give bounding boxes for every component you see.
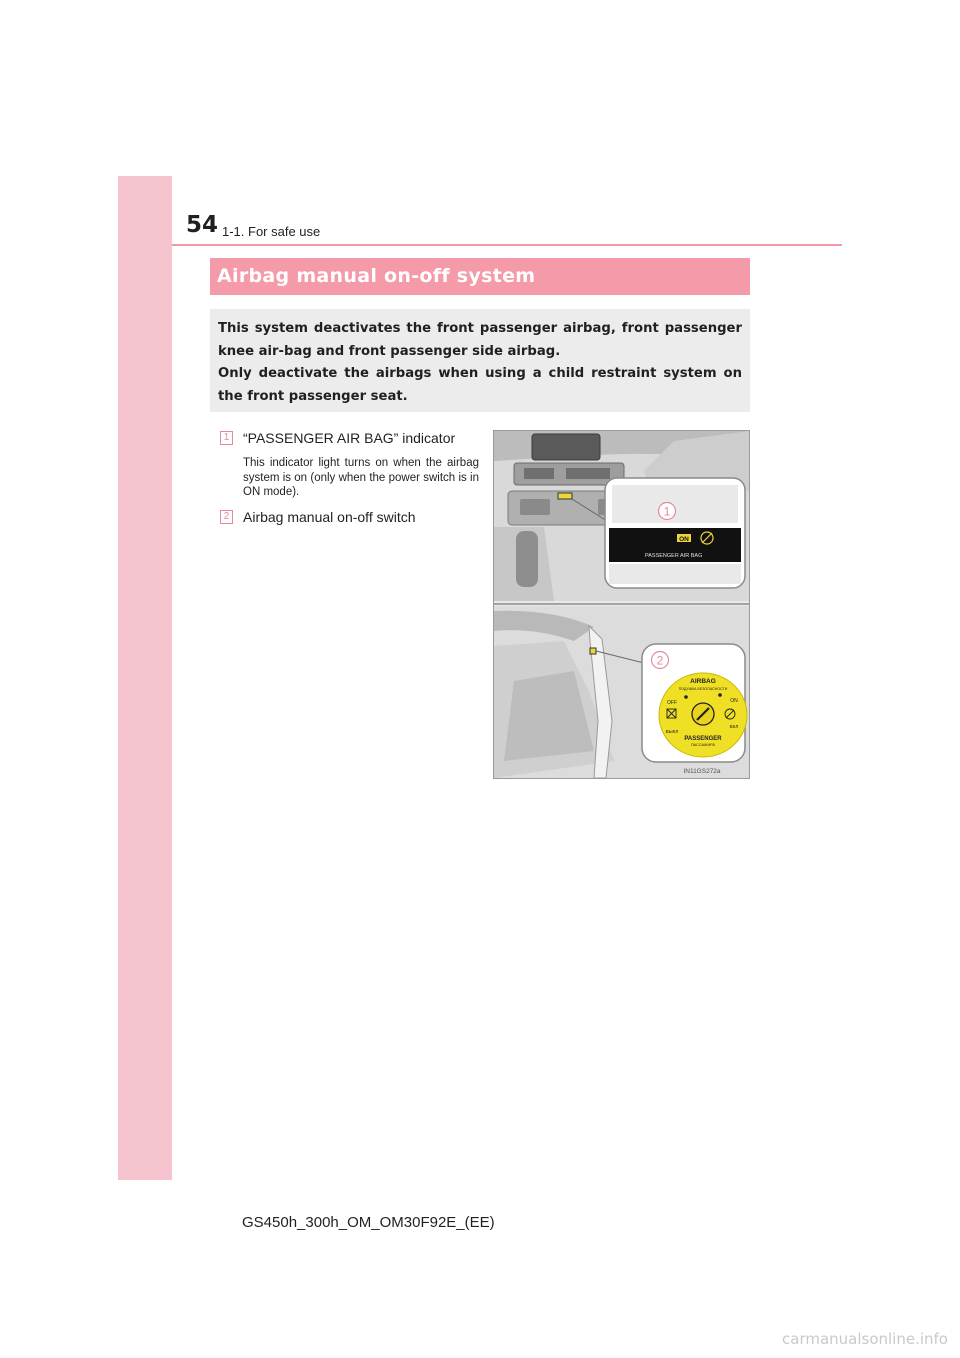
switch-on-ru-label: ВКЛ bbox=[729, 724, 739, 729]
header-rule bbox=[172, 244, 842, 246]
item-1-title: “PASSENGER AIR BAG” indicator bbox=[243, 430, 456, 446]
switch-airbag-label: AIRBAG bbox=[690, 678, 716, 685]
item-1-description: This indicator light turns on when the airbag system is on (only when the power switch is in ON mode). bbox=[243, 457, 479, 498]
callout-2-number: 2 bbox=[656, 653, 664, 668]
item-2-title: Airbag manual on-off switch bbox=[243, 509, 416, 525]
switch-on-label: ON bbox=[730, 698, 738, 704]
item-2-badge: 2 bbox=[220, 510, 233, 524]
indicator-detail-callout bbox=[605, 478, 745, 588]
intro-paragraph-1: This system deactivates the front passenger airbag, front passenger knee air-bag and front passenger side airbag. bbox=[218, 321, 742, 359]
section-title: Airbag manual on-off system bbox=[210, 258, 750, 295]
airbag-system-illustration bbox=[493, 430, 750, 779]
sidebar-tab bbox=[118, 176, 172, 1180]
switch-passenger-ru-label: ПАССАЖИРА bbox=[690, 743, 716, 747]
indicator-location bbox=[558, 493, 572, 499]
intro-box bbox=[210, 309, 750, 412]
switch-detail-callout bbox=[642, 644, 747, 762]
document-code: GS450h_300h_OM_OM30F92E_(EE) bbox=[242, 1214, 495, 1231]
indicator-label: PASSENGER AIR BAG bbox=[645, 553, 703, 559]
watermark: carmanualsonline.info bbox=[782, 1330, 948, 1348]
section-label: 1-1. For safe use bbox=[222, 224, 321, 239]
switch-location bbox=[590, 648, 596, 654]
intro-paragraph-2: Only deactivate the airbags when using a child restraint system on the front passenger seat. bbox=[218, 366, 742, 404]
figure-code: IN11GS272a bbox=[683, 768, 721, 775]
switch-passenger-label: PASSENGER bbox=[684, 736, 722, 742]
page-number: 54 bbox=[186, 212, 219, 238]
switch-off-ru-label: ВЫКЛ bbox=[665, 729, 679, 734]
callout-1-number: 1 bbox=[663, 504, 671, 519]
switch-off-label: OFF bbox=[667, 700, 677, 706]
item-1-badge: 1 bbox=[220, 431, 233, 445]
switch-airbag-ru-label: ПОДУШКА БЕЗОПАСНОСТИ bbox=[678, 687, 728, 691]
indicator-on-text: ON bbox=[679, 536, 689, 543]
key-slot-icon bbox=[692, 703, 714, 725]
